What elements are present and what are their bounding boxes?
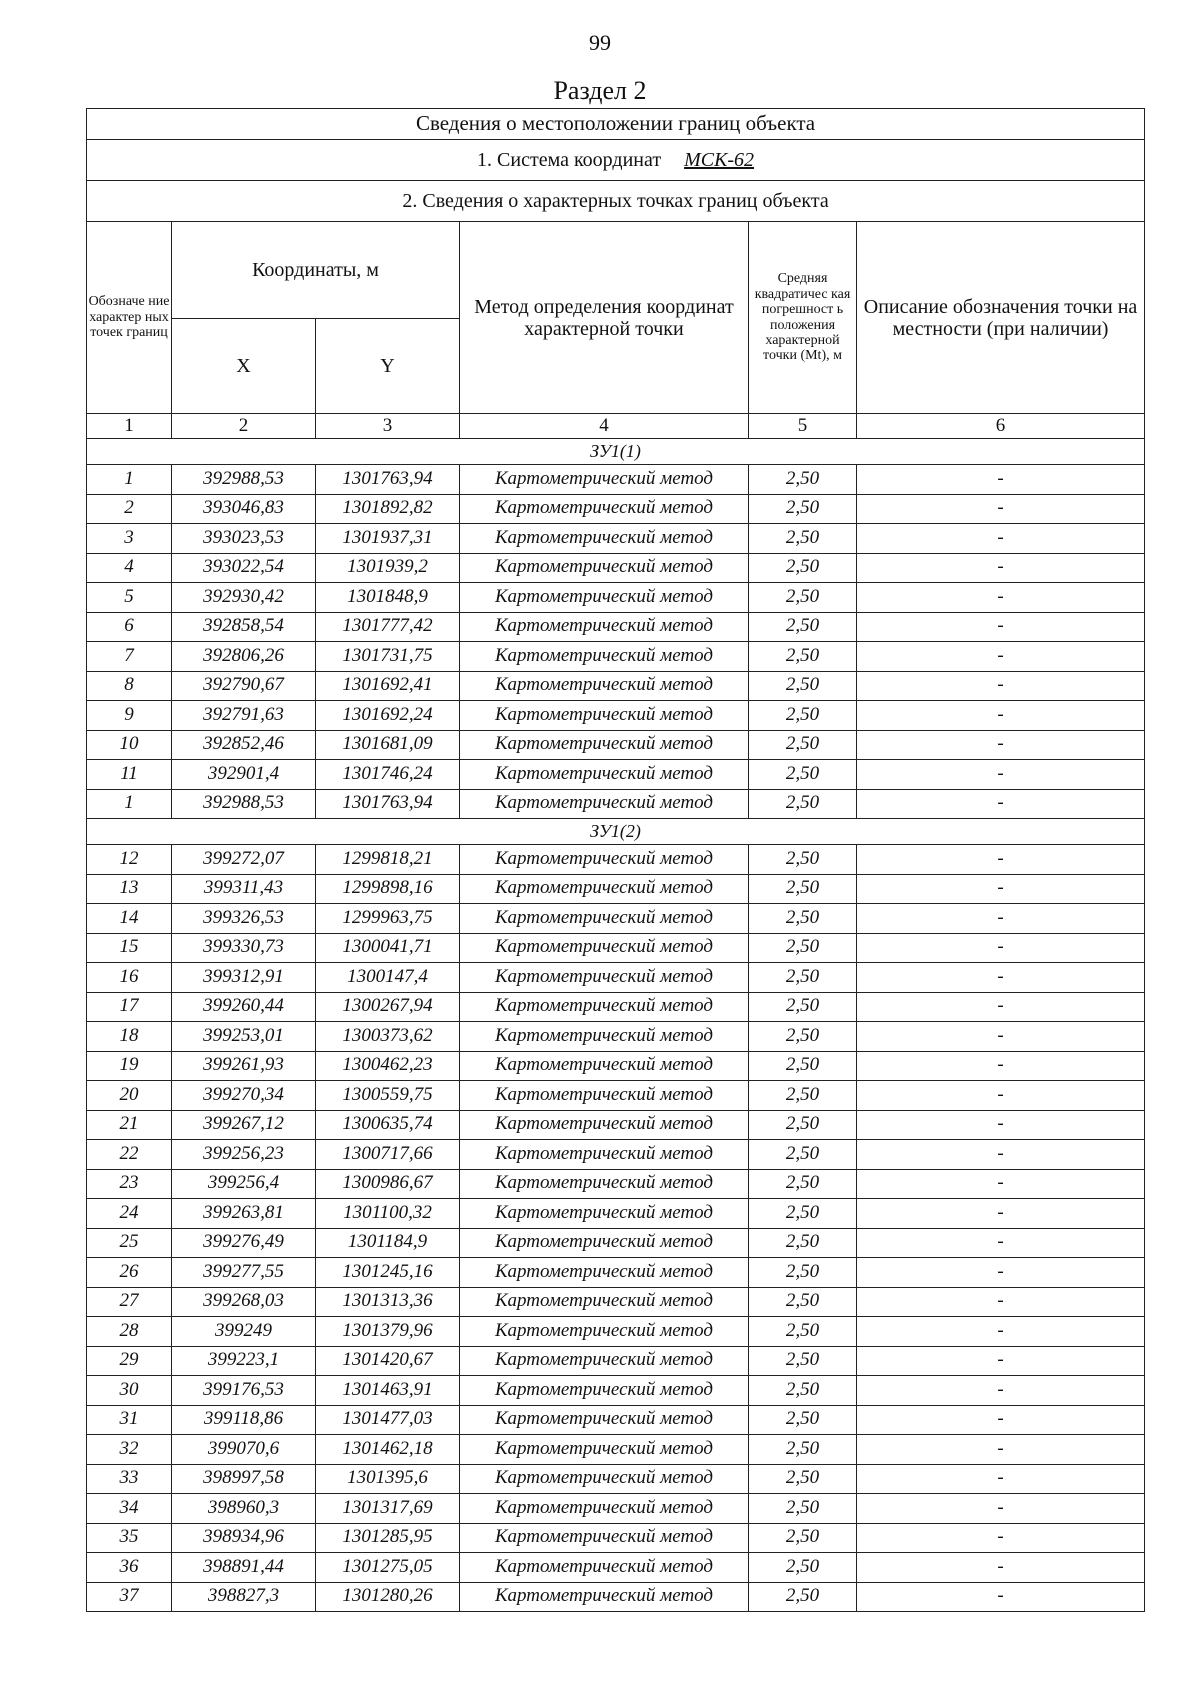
table-title: Сведения о местоположении границ объекта <box>87 109 1145 140</box>
x-coordinate-cell: 392790,67 <box>172 671 316 701</box>
method-cell: Картометрический метод <box>460 612 749 642</box>
description-cell: - <box>857 1376 1145 1406</box>
method-cell: Картометрический метод <box>460 553 749 583</box>
error-cell: 2,50 <box>749 612 857 642</box>
y-coordinate-cell: 1299898,16 <box>316 874 460 904</box>
description-cell: - <box>857 1523 1145 1553</box>
point-number-cell: 33 <box>87 1464 172 1494</box>
y-coordinate-cell: 1301280,26 <box>316 1582 460 1612</box>
group-name: ЗУ1(2) <box>87 819 1145 845</box>
x-coordinate-cell: 399268,03 <box>172 1287 316 1317</box>
x-coordinate-cell: 399326,53 <box>172 904 316 934</box>
table-row <box>87 524 1145 554</box>
table-row <box>87 1582 1145 1612</box>
point-number-cell: 15 <box>87 933 172 963</box>
x-coordinate-cell: 399330,73 <box>172 933 316 963</box>
error-cell: 2,50 <box>749 1228 857 1258</box>
point-number-cell: 36 <box>87 1553 172 1583</box>
y-coordinate-cell: 1301395,6 <box>316 1464 460 1494</box>
table-row <box>87 465 1145 495</box>
x-coordinate-cell: 399256,23 <box>172 1140 316 1170</box>
error-cell: 2,50 <box>749 904 857 934</box>
header-error: Средняя квадратичес кая погрешност ь положения характерной точки (Mt), м <box>749 222 857 414</box>
description-cell: - <box>857 933 1145 963</box>
x-coordinate-cell: 398891,44 <box>172 1553 316 1583</box>
point-number-cell: 1 <box>87 465 172 495</box>
table-row <box>87 874 1145 904</box>
table-row <box>87 730 1145 760</box>
description-cell: - <box>857 1435 1145 1465</box>
table-row <box>87 1228 1145 1258</box>
y-coordinate-cell: 1300717,66 <box>316 1140 460 1170</box>
table-row <box>87 1553 1145 1583</box>
error-cell: 2,50 <box>749 1582 857 1612</box>
header-coordinates: Координаты, м <box>172 222 460 319</box>
table-row <box>87 583 1145 613</box>
point-number-cell: 24 <box>87 1199 172 1229</box>
x-coordinate-cell: 399260,44 <box>172 992 316 1022</box>
x-coordinate-cell: 392852,46 <box>172 730 316 760</box>
method-cell: Картометрический метод <box>460 1494 749 1524</box>
y-coordinate-cell: 1301420,67 <box>316 1346 460 1376</box>
table-row <box>87 671 1145 701</box>
method-cell: Картометрический метод <box>460 730 749 760</box>
error-cell: 2,50 <box>749 789 857 819</box>
description-cell: - <box>857 642 1145 672</box>
y-coordinate-cell: 1300986,67 <box>316 1169 460 1199</box>
method-cell: Картометрический метод <box>460 1317 749 1347</box>
method-cell: Картометрический метод <box>460 1169 749 1199</box>
column-number: 6 <box>857 414 1145 439</box>
description-cell: - <box>857 494 1145 524</box>
x-coordinate-cell: 399223,1 <box>172 1346 316 1376</box>
error-cell: 2,50 <box>749 1435 857 1465</box>
x-coordinate-cell: 399118,86 <box>172 1405 316 1435</box>
column-number: 4 <box>460 414 749 439</box>
header-method: Метод определения координат характерной точки <box>460 222 749 414</box>
description-cell: - <box>857 1405 1145 1435</box>
point-number-cell: 9 <box>87 701 172 731</box>
column-number: 2 <box>172 414 316 439</box>
method-cell: Картометрический метод <box>460 1140 749 1170</box>
point-number-cell: 32 <box>87 1435 172 1465</box>
error-cell: 2,50 <box>749 1287 857 1317</box>
y-coordinate-cell: 1301317,69 <box>316 1494 460 1524</box>
table-row <box>87 1051 1145 1081</box>
point-number-cell: 27 <box>87 1287 172 1317</box>
table-row <box>87 1287 1145 1317</box>
point-number-cell: 28 <box>87 1317 172 1347</box>
error-cell: 2,50 <box>749 1376 857 1406</box>
description-cell: - <box>857 1199 1145 1229</box>
method-cell: Картометрический метод <box>460 874 749 904</box>
y-coordinate-cell: 1301285,95 <box>316 1523 460 1553</box>
method-cell: Картометрический метод <box>460 1523 749 1553</box>
method-cell: Картометрический метод <box>460 1405 749 1435</box>
method-cell: Картометрический метод <box>460 701 749 731</box>
y-coordinate-cell: 1301939,2 <box>316 553 460 583</box>
description-cell: - <box>857 583 1145 613</box>
table-row <box>87 1110 1145 1140</box>
description-cell: - <box>857 963 1145 993</box>
point-number-cell: 11 <box>87 760 172 790</box>
point-number-cell: 16 <box>87 963 172 993</box>
error-cell: 2,50 <box>749 730 857 760</box>
y-coordinate-cell: 1300559,75 <box>316 1081 460 1111</box>
y-coordinate-cell: 1301892,82 <box>316 494 460 524</box>
error-cell: 2,50 <box>749 1346 857 1376</box>
method-cell: Картометрический метод <box>460 494 749 524</box>
point-number-cell: 34 <box>87 1494 172 1524</box>
method-cell: Картометрический метод <box>460 1464 749 1494</box>
y-coordinate-cell: 1300462,23 <box>316 1051 460 1081</box>
x-coordinate-cell: 393046,83 <box>172 494 316 524</box>
header-point-designation: Обозначе ние характер ных точек границ <box>87 222 172 414</box>
x-coordinate-cell: 392988,53 <box>172 789 316 819</box>
column-number: 5 <box>749 414 857 439</box>
point-number-cell: 1 <box>87 789 172 819</box>
points-section-title: 2. Сведения о характерных точках границ объекта <box>87 181 1145 222</box>
method-cell: Картометрический метод <box>460 1228 749 1258</box>
description-cell: - <box>857 1051 1145 1081</box>
error-cell: 2,50 <box>749 1081 857 1111</box>
group-row <box>87 439 1145 465</box>
point-number-cell: 2 <box>87 494 172 524</box>
error-cell: 2,50 <box>749 760 857 790</box>
y-coordinate-cell: 1301275,05 <box>316 1553 460 1583</box>
table-body <box>87 109 1145 1612</box>
y-coordinate-cell: 1301777,42 <box>316 612 460 642</box>
error-cell: 2,50 <box>749 933 857 963</box>
y-coordinate-cell: 1301731,75 <box>316 642 460 672</box>
method-cell: Картометрический метод <box>460 845 749 875</box>
x-coordinate-cell: 399267,12 <box>172 1110 316 1140</box>
error-cell: 2,50 <box>749 671 857 701</box>
description-cell: - <box>857 1228 1145 1258</box>
point-number-cell: 17 <box>87 992 172 1022</box>
y-coordinate-cell: 1301313,36 <box>316 1287 460 1317</box>
description-cell: - <box>857 1169 1145 1199</box>
point-number-cell: 37 <box>87 1582 172 1612</box>
method-cell: Картометрический метод <box>460 933 749 963</box>
error-cell: 2,50 <box>749 1169 857 1199</box>
method-cell: Картометрический метод <box>460 963 749 993</box>
table-row <box>87 1346 1145 1376</box>
error-cell: 2,50 <box>749 1523 857 1553</box>
y-coordinate-cell: 1301681,09 <box>316 730 460 760</box>
description-cell: - <box>857 524 1145 554</box>
error-cell: 2,50 <box>749 1199 857 1229</box>
boundary-points-table <box>86 108 1145 1612</box>
description-cell: - <box>857 1553 1145 1583</box>
point-number-cell: 14 <box>87 904 172 934</box>
description-cell: - <box>857 1110 1145 1140</box>
header-description: Описание обозначения точки на местности (при наличии) <box>857 222 1145 414</box>
x-coordinate-cell: 392901,4 <box>172 760 316 790</box>
method-cell: Картометрический метод <box>460 524 749 554</box>
x-coordinate-cell: 399272,07 <box>172 845 316 875</box>
table-row <box>87 1140 1145 1170</box>
table-row <box>87 612 1145 642</box>
table-row <box>87 1081 1145 1111</box>
error-cell: 2,50 <box>749 1553 857 1583</box>
table-row <box>87 1199 1145 1229</box>
description-cell: - <box>857 845 1145 875</box>
point-number-cell: 13 <box>87 874 172 904</box>
method-cell: Картометрический метод <box>460 1582 749 1612</box>
description-cell: - <box>857 553 1145 583</box>
y-coordinate-cell: 1301462,18 <box>316 1435 460 1465</box>
method-cell: Картометрический метод <box>460 642 749 672</box>
y-coordinate-cell: 1301477,03 <box>316 1405 460 1435</box>
error-cell: 2,50 <box>749 1405 857 1435</box>
point-number-cell: 31 <box>87 1405 172 1435</box>
error-cell: 2,50 <box>749 992 857 1022</box>
y-coordinate-cell: 1299963,75 <box>316 904 460 934</box>
description-cell: - <box>857 1346 1145 1376</box>
coordinate-system-row <box>87 140 1145 181</box>
x-coordinate-cell: 399311,43 <box>172 874 316 904</box>
y-coordinate-cell: 1301746,24 <box>316 760 460 790</box>
x-coordinate-cell: 399263,81 <box>172 1199 316 1229</box>
error-cell: 2,50 <box>749 701 857 731</box>
method-cell: Картометрический метод <box>460 760 749 790</box>
x-coordinate-cell: 398960,3 <box>172 1494 316 1524</box>
description-cell: - <box>857 671 1145 701</box>
table-row <box>87 1405 1145 1435</box>
x-coordinate-cell: 399176,53 <box>172 1376 316 1406</box>
error-cell: 2,50 <box>749 1464 857 1494</box>
table-row <box>87 1435 1145 1465</box>
table-row <box>87 494 1145 524</box>
y-coordinate-cell: 1301245,16 <box>316 1258 460 1288</box>
table-row <box>87 1022 1145 1052</box>
x-coordinate-cell: 399256,4 <box>172 1169 316 1199</box>
y-coordinate-cell: 1301763,94 <box>316 465 460 495</box>
point-number-cell: 22 <box>87 1140 172 1170</box>
y-coordinate-cell: 1301763,94 <box>316 789 460 819</box>
point-number-cell: 4 <box>87 553 172 583</box>
method-cell: Картометрический метод <box>460 1081 749 1111</box>
method-cell: Картометрический метод <box>460 1022 749 1052</box>
method-cell: Картометрический метод <box>460 992 749 1022</box>
group-row <box>87 819 1145 845</box>
description-cell: - <box>857 1317 1145 1347</box>
table-row <box>87 963 1145 993</box>
table-row <box>87 789 1145 819</box>
y-coordinate-cell: 1301692,24 <box>316 701 460 731</box>
description-cell: - <box>857 1287 1145 1317</box>
x-coordinate-cell: 398827,3 <box>172 1582 316 1612</box>
x-coordinate-cell: 399261,93 <box>172 1051 316 1081</box>
description-cell: - <box>857 789 1145 819</box>
description-cell: - <box>857 730 1145 760</box>
x-coordinate-cell: 399276,49 <box>172 1228 316 1258</box>
table-row <box>87 642 1145 672</box>
table-row <box>87 1258 1145 1288</box>
point-number-cell: 29 <box>87 1346 172 1376</box>
point-number-cell: 35 <box>87 1523 172 1553</box>
x-coordinate-cell: 392791,63 <box>172 701 316 731</box>
point-number-cell: 18 <box>87 1022 172 1052</box>
table-row <box>87 1169 1145 1199</box>
method-cell: Картометрический метод <box>460 1435 749 1465</box>
description-cell: - <box>857 612 1145 642</box>
table-row <box>87 760 1145 790</box>
description-cell: - <box>857 874 1145 904</box>
y-coordinate-cell: 1300041,71 <box>316 933 460 963</box>
point-number-cell: 3 <box>87 524 172 554</box>
y-coordinate-cell: 1300373,62 <box>316 1022 460 1052</box>
y-coordinate-cell: 1301184,9 <box>316 1228 460 1258</box>
table-row <box>87 933 1145 963</box>
method-cell: Картометрический метод <box>460 671 749 701</box>
description-cell: - <box>857 904 1145 934</box>
method-cell: Картометрический метод <box>460 1258 749 1288</box>
point-number-cell: 6 <box>87 612 172 642</box>
method-cell: Картометрический метод <box>460 904 749 934</box>
error-cell: 2,50 <box>749 1110 857 1140</box>
error-cell: 2,50 <box>749 963 857 993</box>
error-cell: 2,50 <box>749 465 857 495</box>
page-number: 99 <box>589 30 611 55</box>
x-coordinate-cell: 393022,54 <box>172 553 316 583</box>
method-cell: Картометрический метод <box>460 465 749 495</box>
error-cell: 2,50 <box>749 1140 857 1170</box>
error-cell: 2,50 <box>749 845 857 875</box>
error-cell: 2,50 <box>749 524 857 554</box>
x-coordinate-cell: 399270,34 <box>172 1081 316 1111</box>
y-coordinate-cell: 1300635,74 <box>316 1110 460 1140</box>
table-row <box>87 1464 1145 1494</box>
x-coordinate-cell: 398997,58 <box>172 1464 316 1494</box>
table-row <box>87 1376 1145 1406</box>
y-coordinate-cell: 1300267,94 <box>316 992 460 1022</box>
description-cell: - <box>857 1582 1145 1612</box>
x-coordinate-cell: 399249 <box>172 1317 316 1347</box>
y-coordinate-cell: 1301848,9 <box>316 583 460 613</box>
error-cell: 2,50 <box>749 494 857 524</box>
point-number-cell: 30 <box>87 1376 172 1406</box>
error-cell: 2,50 <box>749 1258 857 1288</box>
y-coordinate-cell: 1301379,96 <box>316 1317 460 1347</box>
error-cell: 2,50 <box>749 1317 857 1347</box>
table-row <box>87 992 1145 1022</box>
x-coordinate-cell: 393023,53 <box>172 524 316 554</box>
x-coordinate-cell: 399312,91 <box>172 963 316 993</box>
method-cell: Картометрический метод <box>460 1199 749 1229</box>
method-cell: Картометрический метод <box>460 583 749 613</box>
error-cell: 2,50 <box>749 642 857 672</box>
description-cell: - <box>857 1494 1145 1524</box>
description-cell: - <box>857 701 1145 731</box>
y-coordinate-cell: 1301692,41 <box>316 671 460 701</box>
group-name: ЗУ1(1) <box>87 439 1145 465</box>
table-row <box>87 845 1145 875</box>
x-coordinate-cell: 392988,53 <box>172 465 316 495</box>
error-cell: 2,50 <box>749 1051 857 1081</box>
column-number: 1 <box>87 414 172 439</box>
point-number-cell: 26 <box>87 1258 172 1288</box>
error-cell: 2,50 <box>749 1494 857 1524</box>
method-cell: Картометрический метод <box>460 1346 749 1376</box>
method-cell: Картометрический метод <box>460 1553 749 1583</box>
x-coordinate-cell: 392858,54 <box>172 612 316 642</box>
point-number-cell: 20 <box>87 1081 172 1111</box>
x-coordinate-cell: 398934,96 <box>172 1523 316 1553</box>
y-coordinate-cell: 1299818,21 <box>316 845 460 875</box>
point-number-cell: 7 <box>87 642 172 672</box>
description-cell: - <box>857 465 1145 495</box>
description-cell: - <box>857 1258 1145 1288</box>
coordinate-system-value: МСК-62 <box>684 149 755 171</box>
method-cell: Картометрический метод <box>460 1051 749 1081</box>
method-cell: Картометрический метод <box>460 1376 749 1406</box>
section-title: Раздел 2 <box>553 76 647 105</box>
x-coordinate-cell: 392806,26 <box>172 642 316 672</box>
x-coordinate-cell: 392930,42 <box>172 583 316 613</box>
method-cell: Картометрический метод <box>460 789 749 819</box>
table-row <box>87 904 1145 934</box>
table-row <box>87 1494 1145 1524</box>
x-coordinate-cell: 399070,6 <box>172 1435 316 1465</box>
description-cell: - <box>857 992 1145 1022</box>
y-coordinate-cell: 1300147,4 <box>316 963 460 993</box>
coordinate-system-label: 1. Система координат <box>477 149 662 171</box>
point-number-cell: 25 <box>87 1228 172 1258</box>
point-number-cell: 21 <box>87 1110 172 1140</box>
error-cell: 2,50 <box>749 583 857 613</box>
table-row <box>87 553 1145 583</box>
point-number-cell: 12 <box>87 845 172 875</box>
y-coordinate-cell: 1301100,32 <box>316 1199 460 1229</box>
description-cell: - <box>857 1464 1145 1494</box>
method-cell: Картометрический метод <box>460 1287 749 1317</box>
table-row <box>87 1523 1145 1553</box>
point-number-cell: 10 <box>87 730 172 760</box>
point-number-cell: 19 <box>87 1051 172 1081</box>
description-cell: - <box>857 1022 1145 1052</box>
y-coordinate-cell: 1301463,91 <box>316 1376 460 1406</box>
y-coordinate-cell: 1301937,31 <box>316 524 460 554</box>
method-cell: Картометрический метод <box>460 1110 749 1140</box>
header-x: X <box>172 319 316 414</box>
description-cell: - <box>857 760 1145 790</box>
description-cell: - <box>857 1081 1145 1111</box>
point-number-cell: 8 <box>87 671 172 701</box>
x-coordinate-cell: 399277,55 <box>172 1258 316 1288</box>
error-cell: 2,50 <box>749 1022 857 1052</box>
description-cell: - <box>857 1140 1145 1170</box>
table-row <box>87 701 1145 731</box>
column-number: 3 <box>316 414 460 439</box>
table-row <box>87 1317 1145 1347</box>
point-number-cell: 23 <box>87 1169 172 1199</box>
error-cell: 2,50 <box>749 874 857 904</box>
header-y: Y <box>316 319 460 414</box>
error-cell: 2,50 <box>749 553 857 583</box>
point-number-cell: 5 <box>87 583 172 613</box>
x-coordinate-cell: 399253,01 <box>172 1022 316 1052</box>
